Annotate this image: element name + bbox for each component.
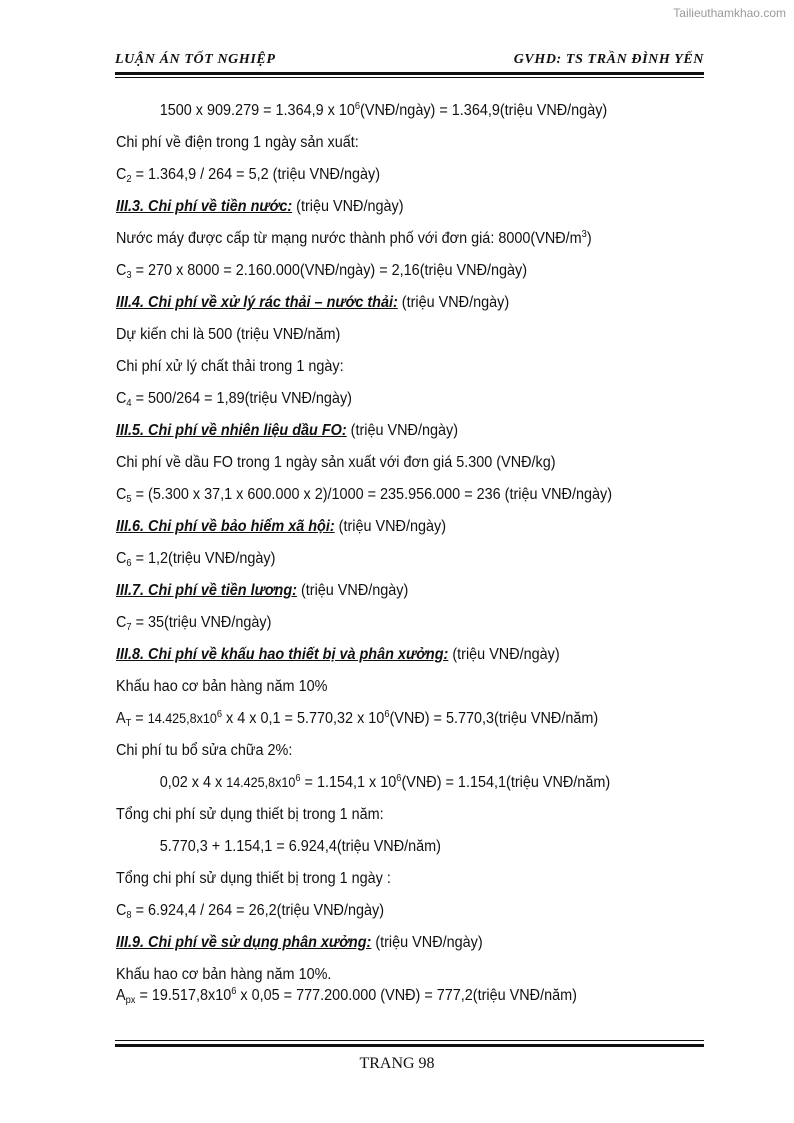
- subscript: 3: [126, 270, 132, 281]
- subscript: 7: [126, 622, 132, 633]
- superscript: 6: [396, 773, 402, 784]
- subscript: 8: [126, 910, 132, 921]
- section-heading: [116, 932, 665, 953]
- section-title: III.7. Chi phí về tiền lương:: [116, 582, 297, 599]
- page-header: [115, 52, 704, 72]
- section-heading: [116, 292, 665, 313]
- text-segment: ): [586, 230, 592, 247]
- section-unit: (triệu VNĐ/ngày): [346, 422, 459, 439]
- text-line: Chi phí về điện trong 1 ngày sản xuất:: [116, 134, 359, 151]
- subscript: 4: [126, 398, 132, 409]
- subscript: 5: [126, 494, 132, 505]
- text-segment: (VNĐ) = 5.770,3(triệu VNĐ/năm): [389, 710, 599, 727]
- text-line: Khấu hao cơ bản hàng năm 10%.: [116, 966, 332, 983]
- variable: A: [116, 987, 126, 1004]
- header-divider-thick: [115, 72, 704, 75]
- section-unit: (triệu VNĐ/ngày): [448, 646, 560, 663]
- header-advisor: GVHD: TS TRẦN ĐÌNH YẾN: [513, 52, 704, 67]
- text-line: Tổng chi phí sử dụng thiết bị trong 1 năm:: [116, 806, 384, 823]
- text-segment: = 19.517,8x10: [135, 987, 232, 1004]
- text-segment: (VNĐ/ngày) = 1.364,9(triệu VNĐ/ngày): [360, 102, 608, 119]
- text-segment: = 270 x 8000 = 2.160.000(VNĐ/ngày) = 2,16(triệu VNĐ/ngày): [131, 262, 528, 279]
- formula-line: [116, 164, 665, 185]
- section-unit: (triệu VNĐ/ngày): [292, 198, 404, 215]
- superscript: 6: [216, 709, 223, 720]
- formula-line: [116, 772, 665, 793]
- variable: C: [116, 166, 127, 183]
- text-segment: =: [131, 710, 148, 727]
- variable: C: [116, 262, 127, 279]
- text-segment: = 1.154,1 x 10: [300, 774, 397, 791]
- section-unit: (triệu VNĐ/ngày): [334, 518, 447, 535]
- section-title: III.4. Chi phí về xử lý rác thải – nước thải:: [116, 294, 398, 311]
- text-line: [116, 228, 665, 249]
- superscript: 6: [295, 773, 301, 784]
- text-segment: Nước máy được cấp từ mạng nước thành phố với đơn giá: 8000(VNĐ/m: [116, 230, 582, 247]
- subscript: px: [125, 995, 136, 1006]
- variable: C: [116, 614, 127, 631]
- subscript: T: [125, 718, 132, 729]
- text-segment: 0,02 x 4 x: [159, 774, 227, 791]
- variable: C: [116, 550, 127, 567]
- watermark: Tailieuthamkhao.com: [673, 6, 786, 20]
- section-heading: [116, 580, 665, 601]
- variable: A: [116, 710, 126, 727]
- section-heading: [116, 516, 665, 537]
- section-heading: [116, 196, 665, 217]
- superscript: 6: [354, 101, 361, 112]
- header-title: LUẬN ÁN TỐT NGHIỆP: [115, 52, 276, 67]
- section-title: III.9. Chi phí về sử dụng phân xưởng:: [116, 934, 372, 951]
- section-heading: [116, 644, 665, 665]
- superscript: 6: [384, 709, 390, 720]
- text-segment: x 0,05 = 777.200.000 (VNĐ) = 777,2(triệu VNĐ/năm): [236, 987, 577, 1004]
- formula-line: [116, 388, 665, 409]
- section-unit: (triệu VNĐ/ngày): [296, 582, 409, 599]
- footer-divider-thick: [115, 1044, 704, 1047]
- section-unit: (triệu VNĐ/ngày): [371, 934, 483, 951]
- text-segment: = 500/264 = 1,89(triệu VNĐ/ngày): [131, 390, 352, 407]
- text-line: Dự kiến chi là 500 (triệu VNĐ/năm): [116, 326, 341, 343]
- text-segment: = 6.924,4 / 264 = 26,2(triệu VNĐ/ngày): [131, 902, 385, 919]
- document-body: [116, 100, 706, 1017]
- section-heading: [116, 420, 665, 441]
- text-segment: 1500 x 909.279 = 1.364,9 x 10: [159, 102, 355, 119]
- subscript: 2: [126, 174, 132, 185]
- formula-line: [116, 900, 665, 921]
- superscript: 3: [581, 229, 587, 240]
- section-title: III.3. Chi phí về tiền nước:: [116, 198, 293, 215]
- formula-line: [116, 985, 665, 1006]
- formula-line: [116, 548, 665, 569]
- text-line: Chi phí về dầu FO trong 1 ngày sản xuất với đơn giá 5.300 (VNĐ/kg): [116, 454, 556, 471]
- variable: C: [116, 902, 127, 919]
- text-segment: (VNĐ) = 1.154,1(triệu VNĐ/năm): [401, 774, 611, 791]
- section-title: III.5. Chi phí về nhiên liệu dầu FO:: [116, 422, 347, 439]
- text-line: Tổng chi phí sử dụng thiết bị trong 1 ngày :: [116, 870, 391, 887]
- text-segment: 14.425,8x10: [226, 775, 296, 790]
- superscript: 6: [231, 986, 237, 997]
- page-number: TRANG 98: [359, 1055, 435, 1072]
- section-title: III.8. Chi phí về khấu hao thiết bị và phân xưởng:: [116, 646, 449, 663]
- text-line: [116, 100, 665, 121]
- text-line: Chi phí xử lý chất thải trong 1 ngày:: [116, 358, 344, 375]
- text-segment: 14.425,8x10: [147, 711, 217, 726]
- text-segment: = 1.364,9 / 264 = 5,2 (triệu VNĐ/ngày): [131, 166, 381, 183]
- subscript: 6: [126, 558, 132, 569]
- text-line: Chi phí tu bổ sửa chữa 2%:: [116, 742, 293, 759]
- text-segment: x 4 x 0,1 = 5.770,32 x 10: [222, 710, 385, 727]
- formula-line: [116, 260, 665, 281]
- footer-divider-thin: [115, 1040, 704, 1041]
- text-line: Khấu hao cơ bản hàng năm 10%: [116, 678, 328, 695]
- formula-line: [116, 484, 665, 505]
- text-segment: = 35(triệu VNĐ/ngày): [131, 614, 272, 631]
- formula-line: [116, 612, 665, 633]
- variable: C: [116, 390, 127, 407]
- text-segment: = (5.300 x 37,1 x 600.000 x 2)/1000 = 235.956.000 = 236 (triệu VNĐ/ngày): [131, 486, 613, 503]
- section-title: III.6. Chi phí về bảo hiểm xã hội:: [116, 518, 335, 535]
- text-line: 5.770,3 + 1.154,1 = 6.924,4(triệu VNĐ/năm): [159, 838, 441, 855]
- variable: C: [116, 486, 127, 503]
- formula-line: [116, 708, 665, 729]
- text-segment: = 1,2(triệu VNĐ/ngày): [131, 550, 276, 567]
- header-divider-thin: [115, 77, 704, 78]
- section-unit: (triệu VNĐ/ngày): [397, 294, 510, 311]
